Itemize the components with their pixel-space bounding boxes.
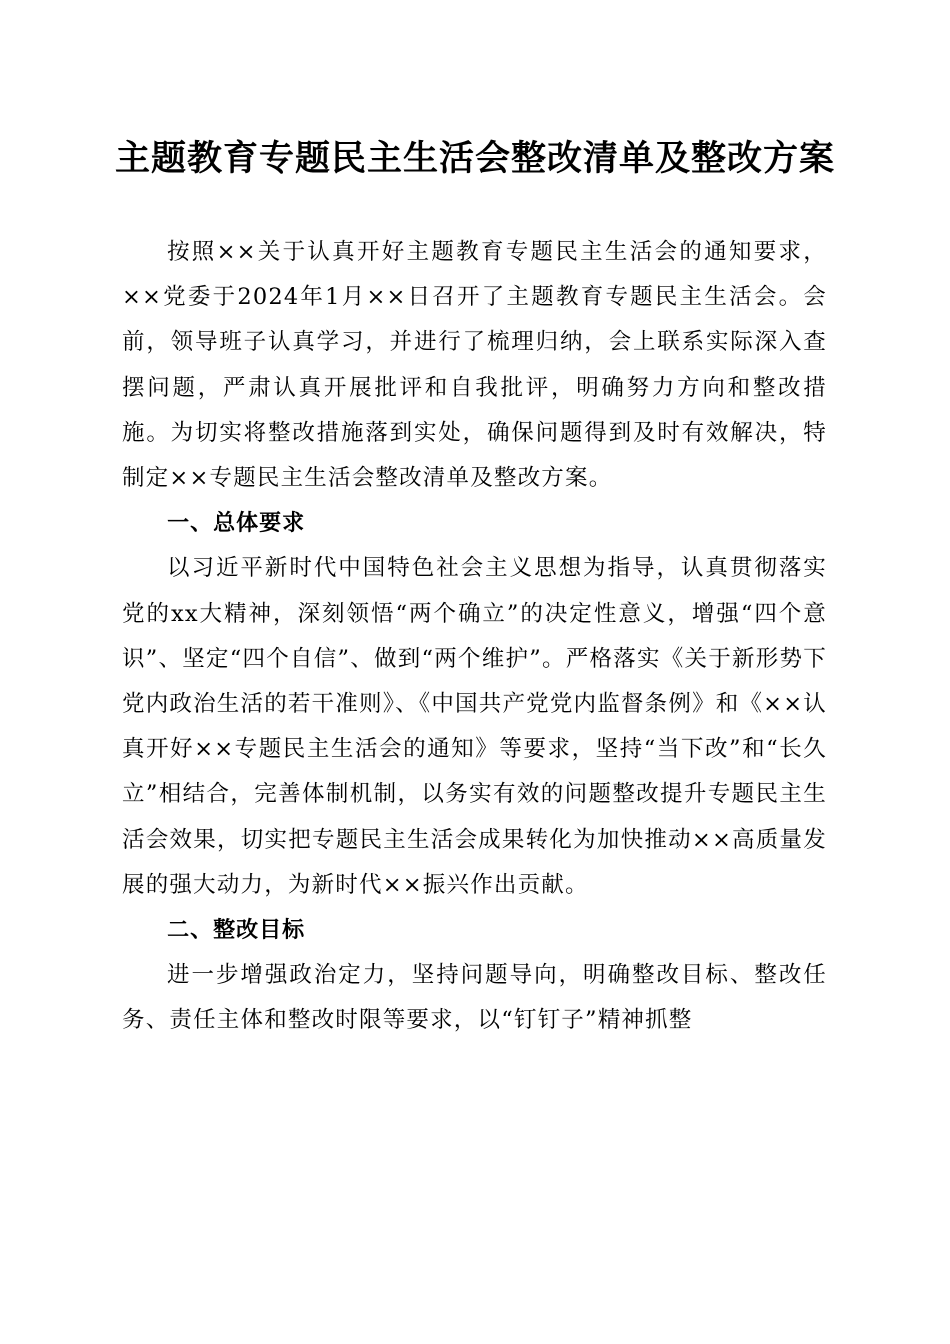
section-heading-rectification-goals: 二、整改目标 xyxy=(167,918,306,944)
document-body xyxy=(122,230,827,1044)
section-paragraph-rectification-goals: 进一步增强政治定力，坚持问题导向，明确整改目标、整改任务、责任主体和整改时限等要求，以“钉钉子”精神抓整 xyxy=(122,962,827,1034)
document-title: 主题教育专题民主生活会整改清单及整改方案 xyxy=(114,138,835,179)
intro-paragraph: 按照××关于认真开好主题教育专题民主生活会的通知要求，××党委于2024年1月××日召开了主题教育专题民主生活会。会前，领导班子认真学习，并进行了梳理归纳，会上联系实际深入查摆问题，严肃认真开展批评和自我批评，明确努力方向和整改措施。为切实将整改措施落到实处，确保问题得到及时有效解决，特制定××专题民主生活会整改清单及整改方案。 xyxy=(122,239,827,492)
section-paragraph-overall-requirements: 以习近平新时代中国特色社会主义思想为指导，认真贯彻落实党的xx大精神，深刻领悟“两个确立”的决定性意义，增强“四个意识”、坚定“四个自信”、做到“两个维护”。严格落实《关于新形势下党内政治生活的若干准则》、《中国共产党党内监督条例》和《××认真开好××专题民主生活会的通知》等要求，坚持“当下改”和“长久立”相结合，完善体制机制，以务实有效的问题整改提升专题民主生活会效果，切实把专题民主生活会成果转化为加快推动××高质量发展的强大动力，为新时代××振兴作出贡献。 xyxy=(122,555,827,898)
section-heading-overall-requirements: 一、总体要求 xyxy=(167,511,306,537)
